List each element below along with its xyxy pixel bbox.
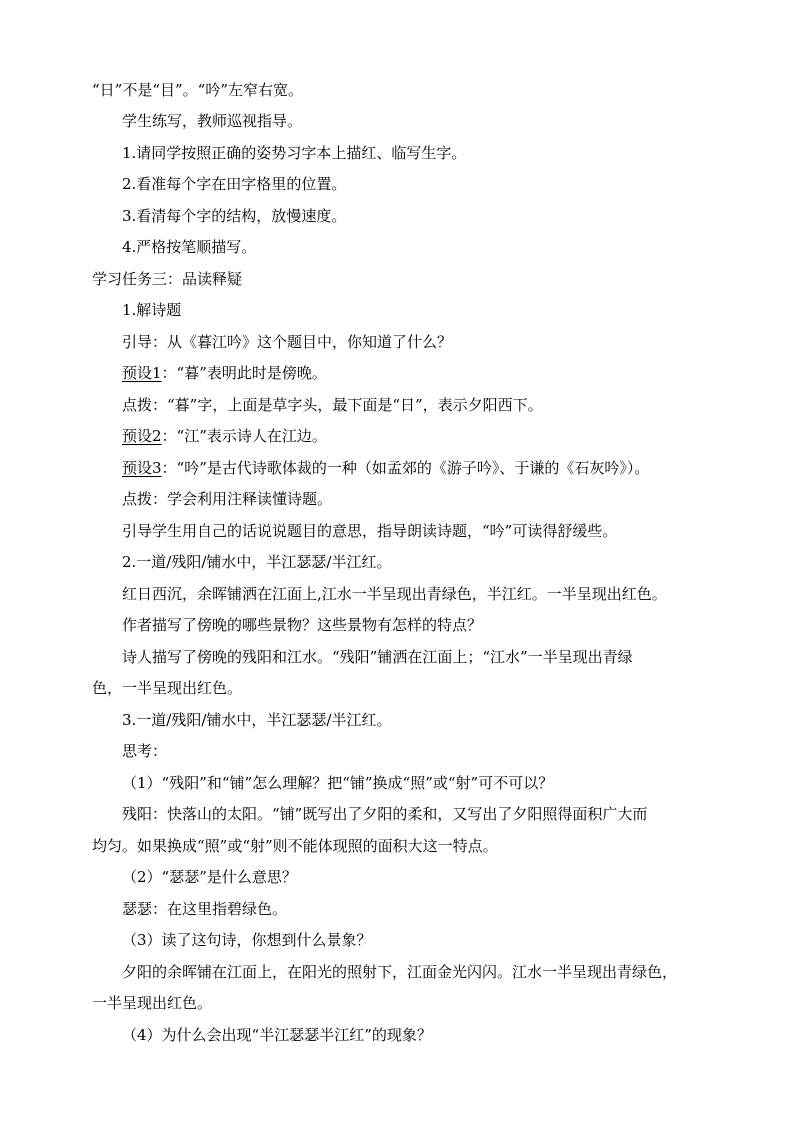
- preset-label-3: 预设3: [122, 459, 162, 477]
- text-line-30: 一半呈现出红色。: [92, 994, 213, 1012]
- question-2: （2）“瑟瑟”是什么意思？: [122, 868, 297, 886]
- text-line-15: 引导学生用自己的话说说题目的意思，指导朗读诗题，“吟”可读得舒缓些。: [122, 522, 618, 540]
- question-4: （4）为什么会出现“半江瑟瑟半江红”的现象？: [122, 1026, 432, 1044]
- preset-line-1: [122, 363, 327, 383]
- list-item-1: 1.请同学按照正确的姿势习字本上描红、临写生字。: [122, 144, 467, 162]
- text-line-9: 引导：从《暮江吟》这个题目中，你知道了什么？: [122, 333, 453, 351]
- text-line-27: 瑟瑟：在这里指碧绿色。: [122, 900, 288, 918]
- text-line-29: 夕阳的余晖铺在江面上，在阳光的照射下，江面金光闪闪。江水一半呈现出青绿色，: [122, 963, 678, 981]
- text-line-2: 学生练写，教师巡视指导。: [122, 112, 303, 130]
- text-line-14: 点拨：学会利用注释读懂诗题。: [122, 490, 333, 508]
- preset-line-3: [122, 458, 649, 478]
- preset-text-1: ：“暮”表明此时是傍晚。: [161, 364, 327, 382]
- text-line-11: 点拨：“暮”字，上面是草字头，最下面是“日”，表示夕阳西下。: [122, 396, 543, 414]
- list-item-2: 2.看准每个字在田字格里的位置。: [122, 175, 347, 193]
- subheading-3: 3.一道/残阳/铺水中，半江瑟瑟/半江红。: [122, 711, 392, 729]
- text-line-18: 作者描写了傍晚的哪些景物？这些景物有怎样的特点？: [122, 616, 483, 634]
- text-line-1: “日”不是“目”。“吟”左窄右宽。: [92, 81, 304, 99]
- subheading-2: 2.一道/残阳/铺水中，半江瑟瑟/半江红。: [122, 553, 392, 571]
- list-item-4: 4.严格按笔顺描写。: [122, 238, 257, 256]
- question-3: （3）读了这句诗，你想到什么景象？: [122, 931, 372, 949]
- preset-label-1: 预设1: [122, 364, 162, 382]
- section-heading: 学习任务三：品读释疑: [92, 270, 243, 288]
- question-1: （1）“残阳”和“铺”怎么理解？把“铺”换成“照”或“射”可不可以？: [122, 774, 554, 792]
- subheading-1: 1.解诗题: [122, 301, 182, 319]
- text-line-24: 残阳：快落山的太阳。“铺”既写出了夕阳的柔和，又写出了夕阳照得面积广大而: [122, 805, 648, 823]
- preset-line-2: [122, 426, 327, 446]
- preset-text-2: ：“江”表示诗人在江边。: [161, 427, 327, 445]
- text-line-22: 思考：: [122, 742, 168, 760]
- text-line-20: 色，一半呈现出红色。: [92, 679, 243, 697]
- list-item-3: 3.看清每个字的结构，放慢速度。: [122, 207, 347, 225]
- preset-text-3: ：“吟”是古代诗歌体裁的一种（如孟郊的《游子吟》、于谦的《石灰吟》）。: [161, 459, 650, 477]
- text-line-25: 均匀。如果换成“照”或“射”则不能体现照的面积大这一特点。: [92, 837, 498, 855]
- text-line-19: 诗人描写了傍晚的残阳和江水。“残阳”铺洒在江面上；“江水”一半呈现出青绿: [122, 648, 633, 666]
- text-line-17: 红日西沉，余晖铺洒在江面上,江水一半呈现出青绿色，半江红。一半呈现出红色。: [122, 585, 667, 603]
- preset-label-2: 预设2: [122, 427, 162, 445]
